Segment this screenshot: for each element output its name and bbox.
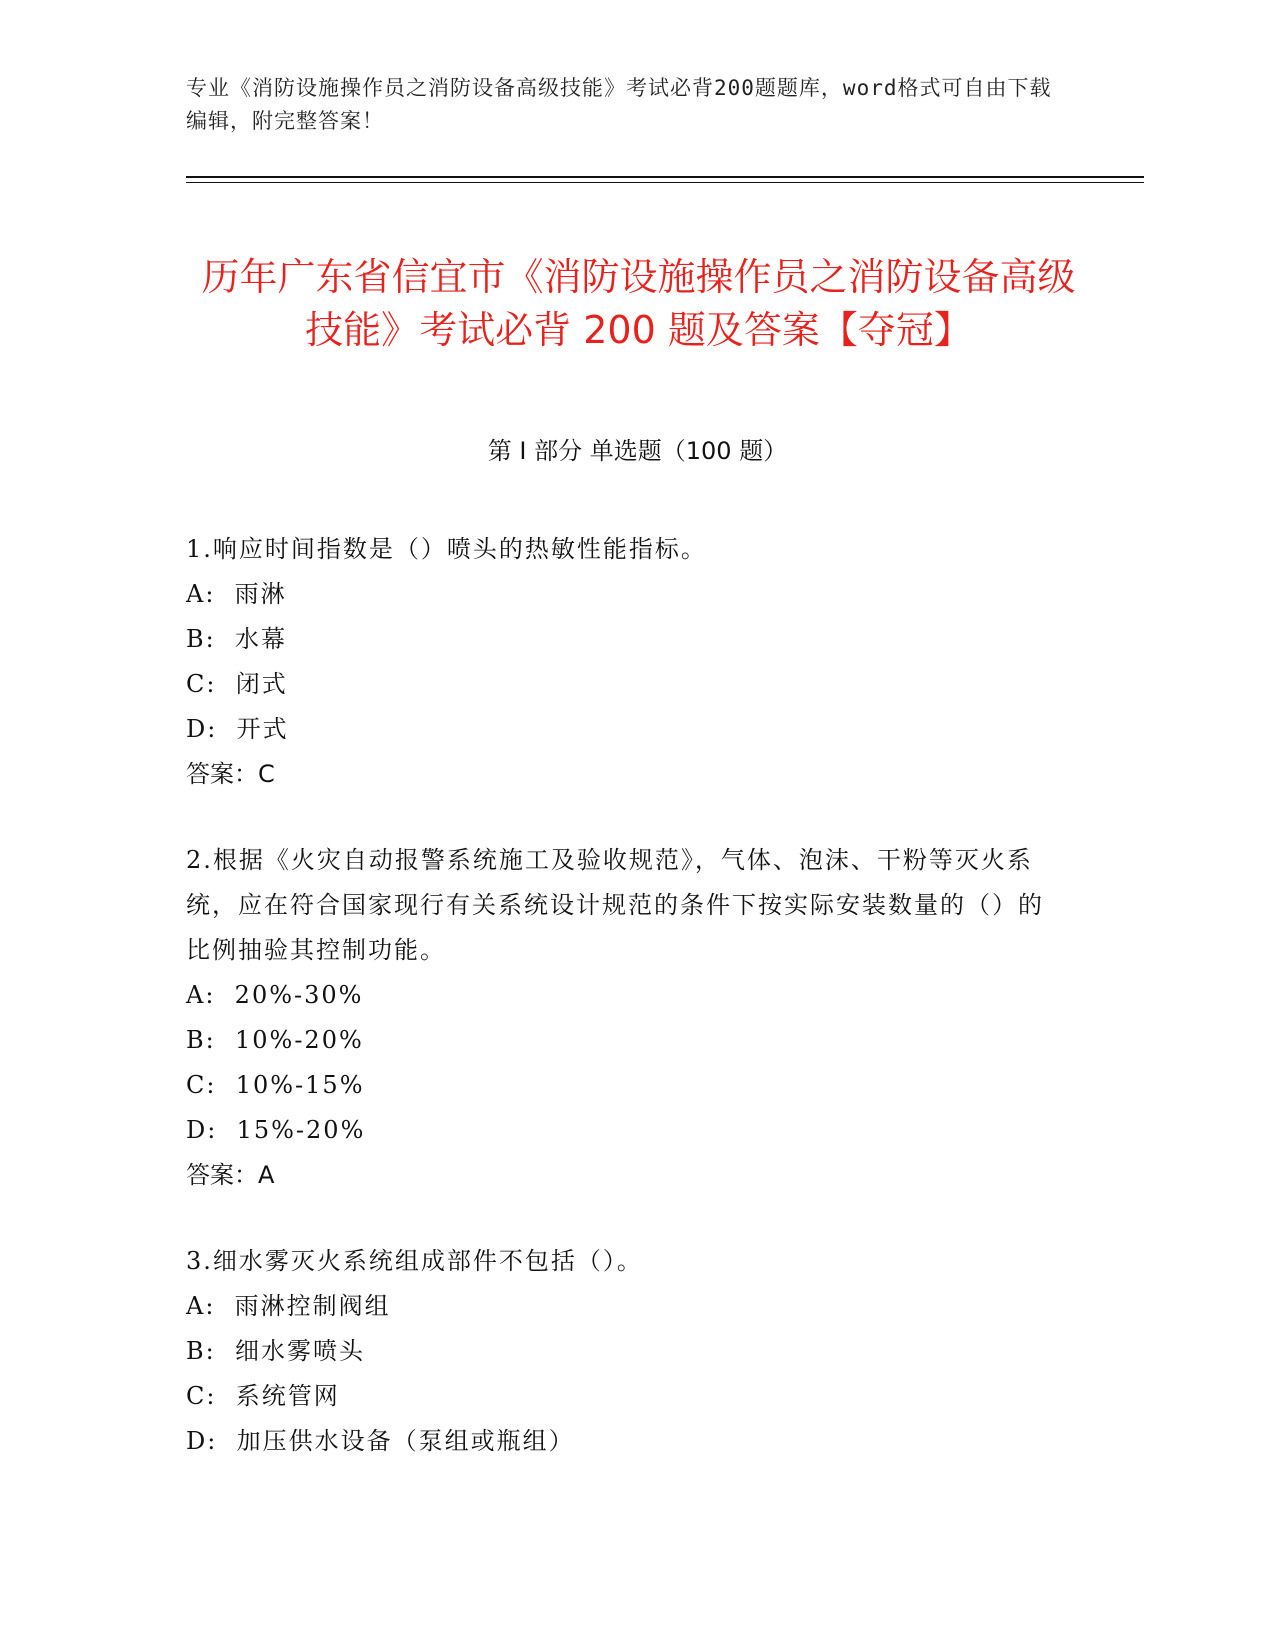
document-title: 历年广东省信宜市《消防设施操作员之消防设备高级技能》考试必背 200 题及答案【夺冠】	[201, 255, 1076, 353]
option-b: B: 10%-20%	[186, 1026, 364, 1054]
option-c: C: 10%-15%	[186, 1071, 365, 1099]
question-3	[186, 1239, 1066, 1464]
question-list	[186, 527, 1066, 1505]
option-d: D: 加压供水设备（泵组或瓶组）	[186, 1427, 575, 1455]
option-a: A: 雨淋控制阀组	[186, 1292, 391, 1320]
option-c: C: 闭式	[186, 670, 288, 698]
question-stem: 2.根据《火灾自动报警系统施工及验收规范》，气体、泡沫、干粉等灭火系统，应在符合国家现行有关系统设计规范的条件下按实际安装数量的（）的比例抽验其控制功能。	[186, 846, 1044, 964]
option-a: A: 雨淋	[186, 580, 287, 608]
header-divider-thin	[186, 182, 1144, 183]
question-2	[186, 838, 1066, 1198]
question-1	[186, 527, 1066, 797]
option-d: D: 开式	[186, 715, 289, 743]
option-b: B: 细水雾喷头	[186, 1337, 365, 1365]
header-divider-thick	[186, 176, 1144, 178]
option-a: A: 20%-30%	[186, 981, 364, 1009]
header-note: 专业《消防设施操作员之消防设备高级技能》考试必背200题题库，word格式可自由下载编辑，附完整答案！	[186, 76, 1052, 133]
answer-line: 答案：A	[186, 1161, 275, 1189]
answer-line: 答案：C	[186, 760, 275, 788]
question-stem: 1.响应时间指数是（）喷头的热敏性能指标。	[186, 535, 707, 563]
option-d: D: 15%-20%	[186, 1116, 366, 1144]
option-c: C: 系统管网	[186, 1382, 340, 1410]
question-stem: 3.细水雾灭火系统组成部件不包括（）。	[186, 1247, 643, 1275]
section-title: 第 I 部分 单选题（100 题）	[487, 437, 788, 465]
option-b: B: 水幕	[186, 625, 287, 653]
